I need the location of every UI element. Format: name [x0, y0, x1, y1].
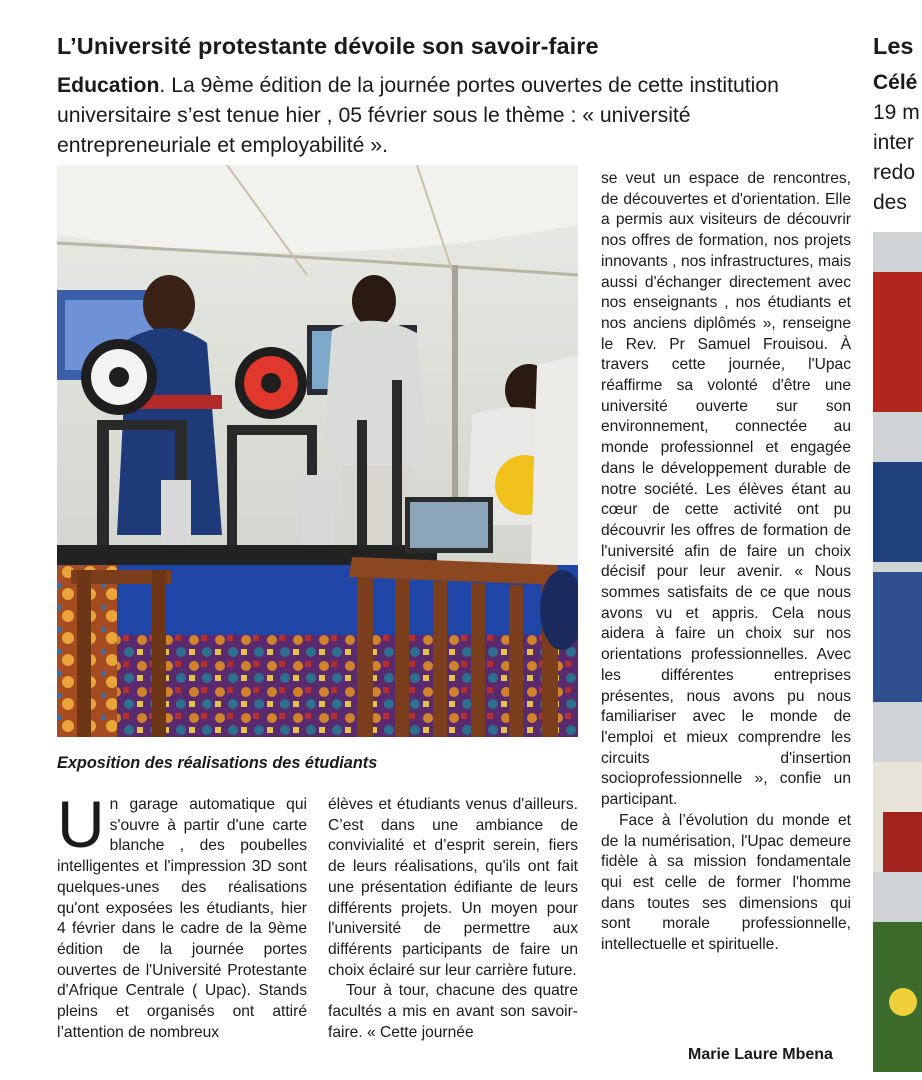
article-column-2: [328, 795, 578, 1043]
column-2-paragraph-1: élèves et étudiants venus d'ailleurs. C’est dans une ambiance de convivialité et d’esprit serein, fiers de leurs réalisations, qu'ils ont fait une présentation édifiante de leurs différents projets. Un moyen pour l'université de permettre aux différents participants de faire un choix éclairé sur leur carrière future.: [328, 796, 578, 979]
article-column-3: [601, 169, 851, 956]
article-byline: Marie Laure Mbena: [688, 1046, 833, 1063]
photo-caption: Exposition des réalisations des étudiants: [57, 754, 378, 772]
adjacent-headline: Les: [873, 33, 914, 59]
adjacent-line: inter: [873, 131, 914, 154]
article-column-1: [57, 787, 307, 1043]
column-3-paragraph-2: Face à l’évolution du monde et de la numérisation, l'Upac demeure fidèle à sa mission fondamentale qui est celle de former l'homme dans toutes ses dimensions qui sont morale professionnelle, intellectuelle et spirituelle.: [601, 811, 851, 954]
adjacent-line: des: [873, 191, 907, 214]
drop-cap: U: [57, 787, 105, 861]
article-lead: [57, 71, 847, 161]
article-headline: L’Université protestante dévoile son savoir-faire: [57, 33, 599, 59]
adjacent-article: [873, 0, 922, 1080]
column-1-text: n garage automatique qui s'ouvre à partir d'une carte blanche , des poubelles intelligentes et l'impression 3D sont quelques-unes des réalisations qu'ont exposées les étudiants, hier 4 février dans le cadre de la 9ème édition de la journée portes ouvertes de l'Université Protestante d'Afrique Centrale ( Upac). Stands pleins et organisés ont attiré l’attention de nombreux: [57, 796, 307, 1041]
adjacent-photo: [873, 232, 922, 1072]
bookstall-photo-icon: [873, 232, 922, 1072]
lead-rubric: Education: [57, 74, 160, 97]
lead-text: . La 9ème édition de la journée portes ouvertes de cette institution universitaire s’est tenue hier , 05 février sous le thème : « université entrepreneuriale et employabilité ».: [57, 74, 779, 157]
article-photo: [57, 165, 578, 737]
exhibition-photo-icon: [57, 165, 578, 737]
adjacent-lead: Célé: [873, 71, 918, 94]
column-3-paragraph-1: se veut un espace de rencontres, de découvertes et d'orientation. Elle a permis aux visiteurs de découvrir nos offres de formation, nos projets innovants , nos infrastructures, mais aussi d'échanger directement avec nos enseignants , nos étudiants et nos anciens diplômés », renseigne le Rev. Pr Samuel Frouisou. À travers cette journée, l'Upac réaffirme sa volonté d'être une université ouverte sur son environnement, connectée au monde professionnel et engagée dans le développement durable de notre société. Les élèves étant au cœur de cette activité ont pu découvrir les offres de formation de l'université afin de faire un choix décisif pour leur avenir. « Nous sommes satisfaits de ce que nous avons vu et appris. Cela nous aidera à faire un choix sur nos orientations professionnelles. Avec les différentes entreprises présentes, nous avons pu nous familiariser avec le monde de l'emploi et mieux comprendre les circuits d'insertion socioprofessionnelle », confie un participant.: [601, 170, 851, 809]
adjacent-line: redo: [873, 161, 916, 184]
column-2-paragraph-2: Tour à tour, chacune des quatre facultés a mis en avant son savoir-faire. « Cette journée: [328, 982, 578, 1041]
adjacent-line: 19 m: [873, 101, 920, 124]
